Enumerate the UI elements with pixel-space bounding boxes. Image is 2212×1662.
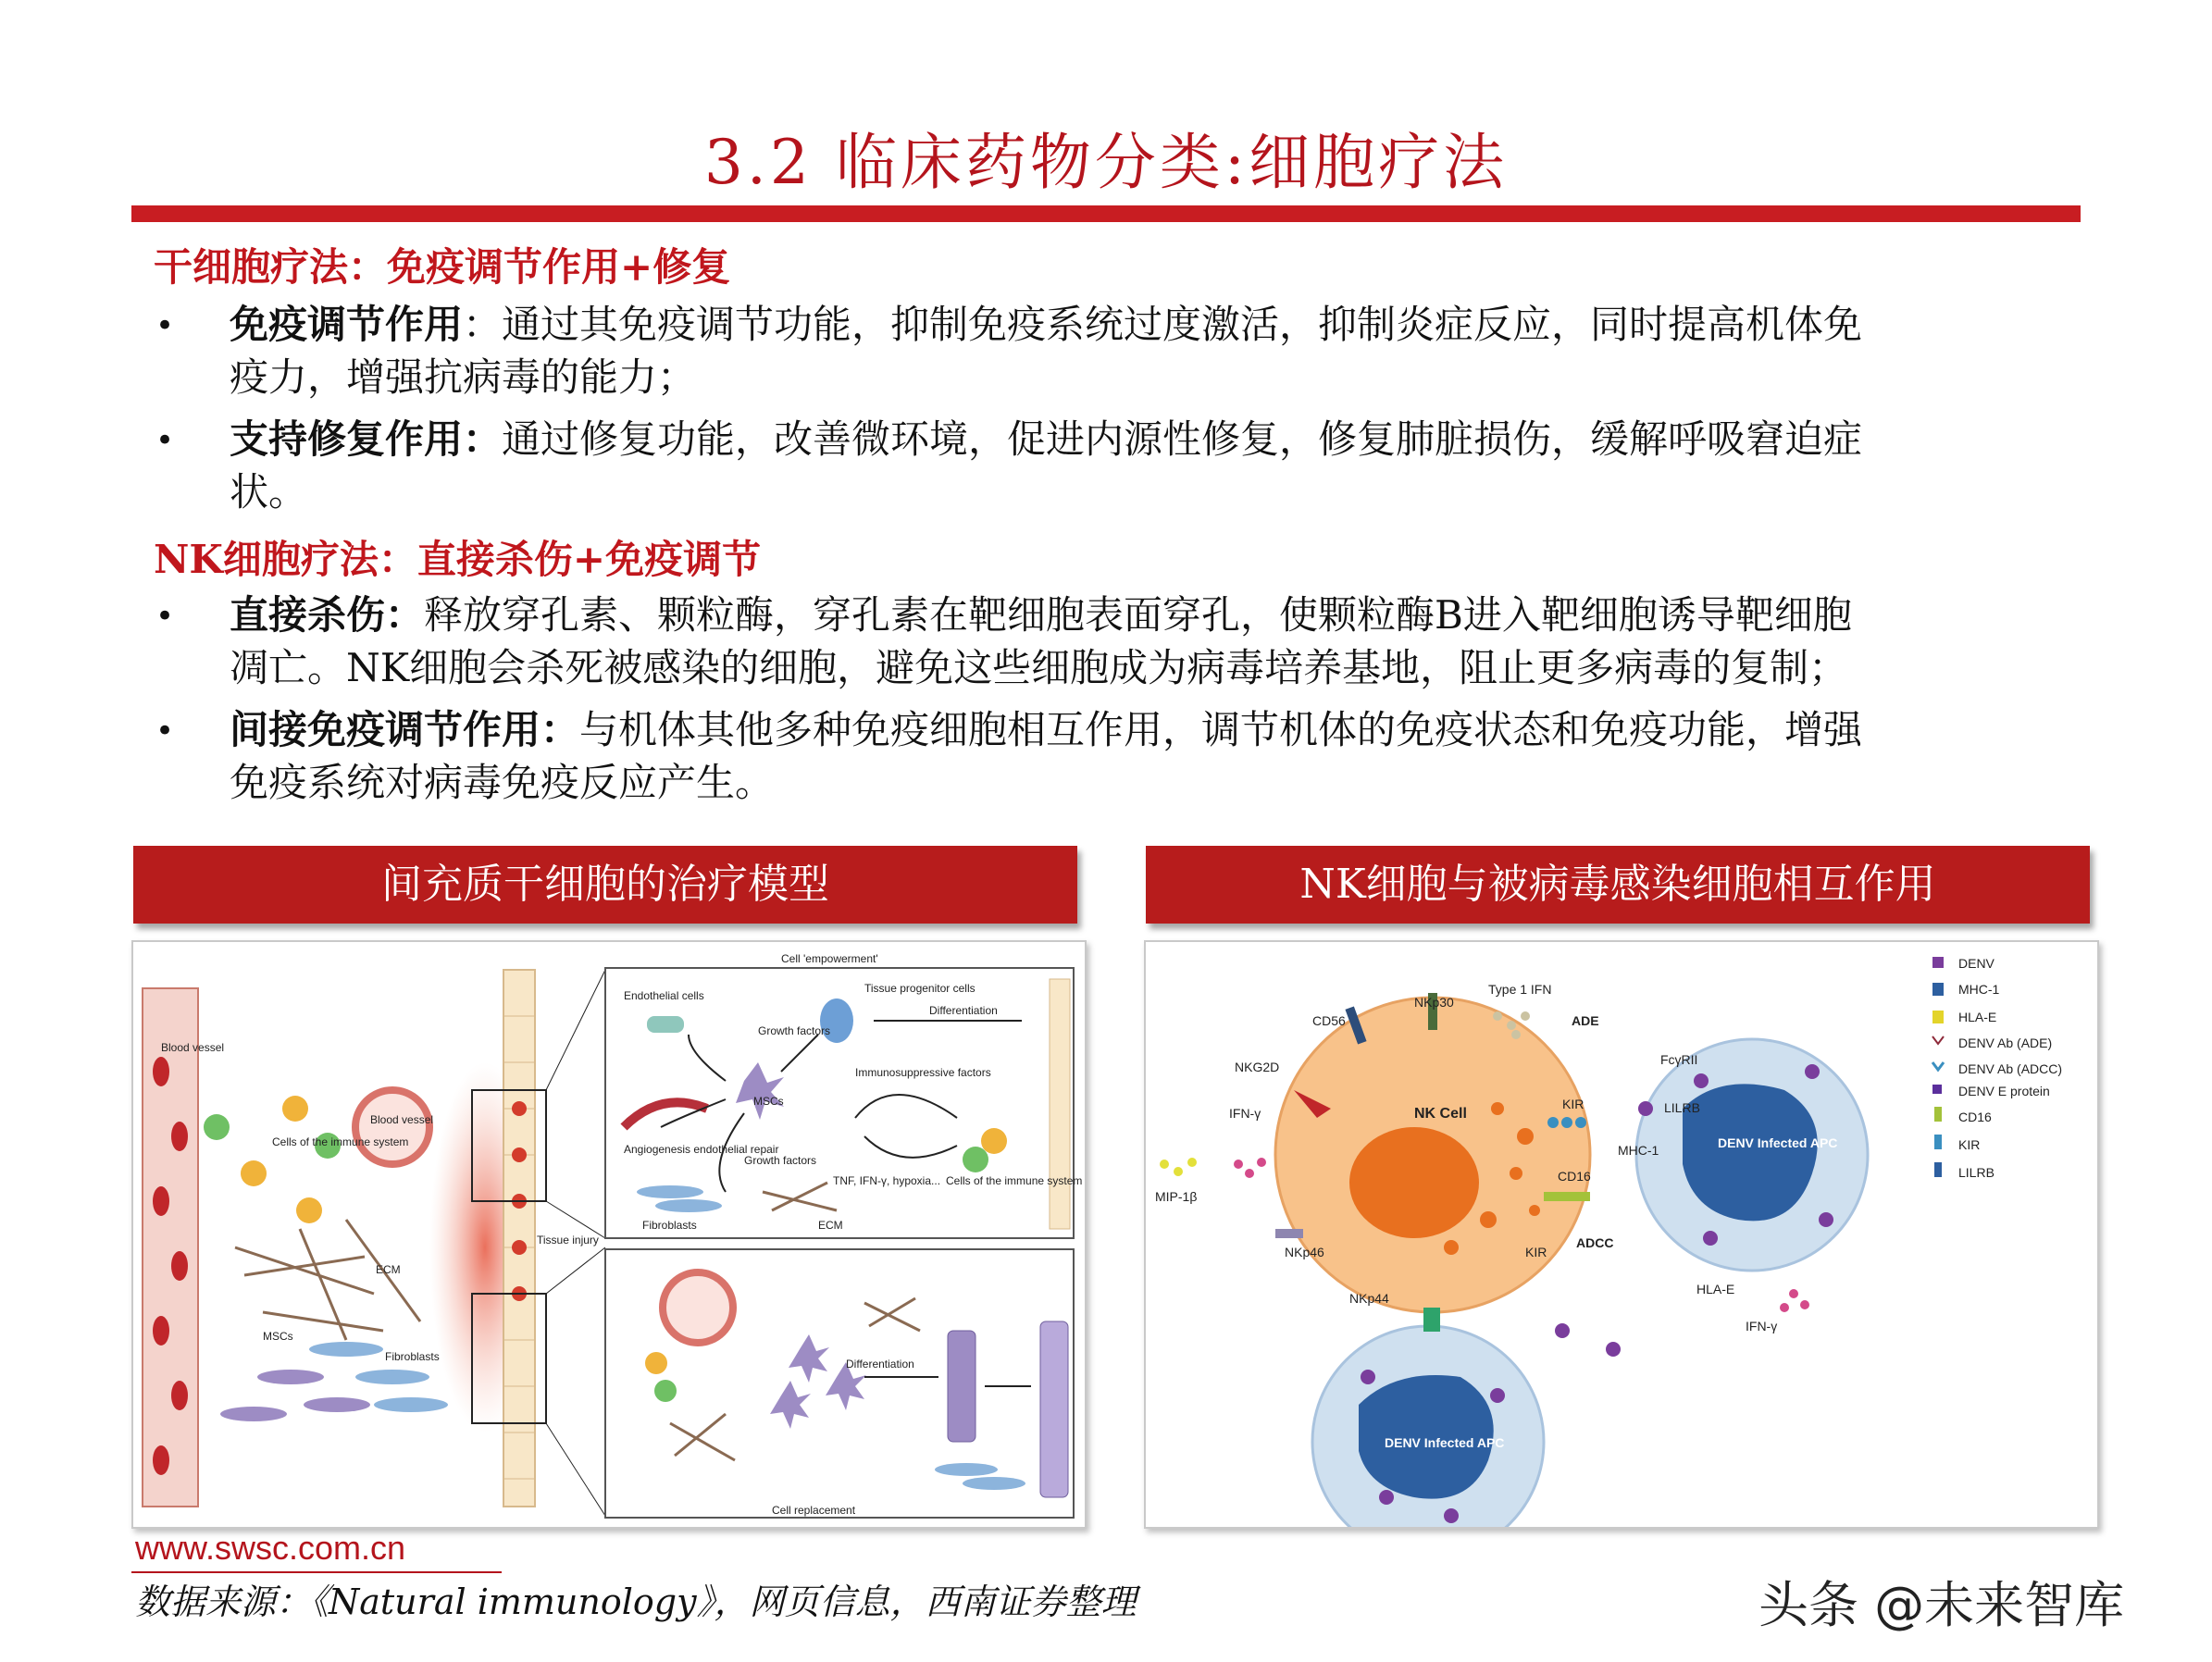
zoom-line bbox=[546, 1423, 605, 1516]
bullet-line2: 免疫系统对病毒免疫反应产生。 bbox=[230, 760, 775, 805]
zoom-line bbox=[546, 1247, 605, 1294]
label-cd56: CD56 bbox=[1312, 1013, 1346, 1028]
tissue-column bbox=[503, 970, 535, 1507]
bullet-line2: 疫力，增强抗病毒的能力； bbox=[230, 354, 697, 400]
bullet-dot: • bbox=[155, 713, 175, 750]
immune-cell bbox=[296, 1197, 322, 1223]
nkp46-receptor bbox=[1275, 1229, 1303, 1238]
legend-eprotein: DENV E protein bbox=[1958, 1084, 2050, 1098]
section-heading-stem-cell: 干细胞疗法：免疫调节作用+修复 bbox=[154, 244, 731, 290]
legend-adcc: DENV Ab (ADCC) bbox=[1958, 1061, 2063, 1076]
label-ecm-inset: ECM bbox=[818, 1219, 843, 1232]
left-panel-figure bbox=[131, 940, 1087, 1529]
bullet-direct-kill bbox=[0, 589, 2212, 700]
label-tissue-injury: Tissue injury bbox=[537, 1234, 599, 1246]
label-growth-factors-top: Growth factors bbox=[758, 1024, 831, 1037]
label-immunosuppressive: Immunosuppressive factors bbox=[855, 1066, 991, 1079]
label-angiogenesis: Angiogenesis endothelial repair bbox=[624, 1143, 779, 1156]
label-nkp44: NKp44 bbox=[1349, 1291, 1389, 1306]
label-cells-immune: Cells of the immune system bbox=[272, 1135, 409, 1148]
label-cd16: CD16 bbox=[1558, 1169, 1591, 1184]
bullet-dot: • bbox=[155, 422, 175, 459]
label-denv-apc-bottom: DENV Infected APC bbox=[1385, 1435, 1505, 1450]
legend bbox=[1932, 956, 2062, 1180]
label-lilrb: LILRB bbox=[1664, 1100, 1700, 1115]
fibroblast-inset bbox=[935, 1463, 998, 1476]
bullet-line2: 凋亡。NK细胞会杀死被感染的细胞，避免这些细胞成为病毒培养基地，阻止更多病毒的复制； bbox=[230, 645, 1848, 690]
bullet-term: 免疫调节作用 bbox=[230, 302, 464, 347]
immune-cell-inset bbox=[645, 1352, 667, 1374]
legend-cd16: CD16 bbox=[1958, 1110, 1992, 1124]
bullet-dot: • bbox=[155, 598, 175, 635]
legend-denv: DENV bbox=[1958, 956, 1995, 971]
legend-ade: DENV Ab (ADE) bbox=[1958, 1036, 2053, 1050]
fibroblast-inset bbox=[963, 1477, 1025, 1490]
label-mscs: MSCs bbox=[263, 1330, 293, 1343]
fibroblast-inset bbox=[637, 1185, 703, 1198]
label-denv-apc-right: DENV Infected APC bbox=[1718, 1135, 1838, 1150]
title-divider bbox=[131, 205, 2081, 222]
label-cell-replacement: Cell replacement bbox=[772, 1504, 856, 1517]
label-endothelial: Endothelial cells bbox=[624, 989, 704, 1002]
bullet-repair bbox=[0, 413, 2212, 524]
bullet-immunomodulation bbox=[0, 298, 2212, 409]
label-cells-immune-inset: Cells of the immune system bbox=[946, 1174, 1083, 1187]
legend-swatch-ade bbox=[1932, 1036, 1944, 1044]
label-differentiation: Differentiation bbox=[929, 1004, 998, 1017]
bullet-line1: 通过修复功能，改善微环境，促进内源性修复，修复肺脏损伤，缓解呼吸窘迫症 bbox=[502, 416, 1863, 462]
watermark: 头条 @未来智库 bbox=[1758, 1576, 2125, 1634]
nk-nucleus bbox=[1349, 1127, 1479, 1238]
cd16-receptor bbox=[1544, 1192, 1590, 1201]
label-kir-bottom: KIR bbox=[1525, 1245, 1547, 1259]
label-fibroblasts: Fibroblasts bbox=[385, 1350, 440, 1363]
fibroblast-inset bbox=[655, 1199, 722, 1212]
footer-url[interactable]: www.swsc.com.cn bbox=[135, 1529, 406, 1567]
msc-therapy-diagram bbox=[133, 942, 1085, 1527]
label-kir-top: KIR bbox=[1562, 1097, 1584, 1111]
label-nkp30: NKp30 bbox=[1414, 995, 1454, 1010]
immune-cell bbox=[282, 1096, 308, 1122]
bullet-term: 支持修复作用： bbox=[230, 416, 503, 462]
nkp44-receptor bbox=[1423, 1308, 1440, 1332]
bullet-line1: 通过其免疫调节功能，抑制免疫系统过度激活，抑制炎症反应，同时提高机体免 bbox=[502, 302, 1863, 347]
label-mscs-inset: MSCs bbox=[753, 1095, 784, 1108]
legend-lilrb: LILRB bbox=[1958, 1165, 1995, 1180]
section-heading-nk-cell: NK细胞疗法：直接杀伤+免疫调节 bbox=[154, 537, 762, 582]
legend-swatch-mhc1 bbox=[1932, 983, 1944, 996]
bullet-term: 直接杀伤： bbox=[230, 592, 425, 638]
label-ifn-right: IFN-γ bbox=[1746, 1319, 1778, 1333]
legend-swatch-lilrb bbox=[1934, 1162, 1942, 1177]
immune-cell bbox=[241, 1160, 267, 1186]
label-ifn-left: IFN-γ bbox=[1229, 1106, 1261, 1121]
label-cell-empowerment: Cell 'empowerment' bbox=[781, 952, 878, 965]
apc-right-nucleus bbox=[1683, 1084, 1818, 1221]
label-nk-cell: NK Cell bbox=[1414, 1106, 1467, 1122]
bullet-line2: 状。 bbox=[230, 469, 308, 515]
label-ecm: ECM bbox=[376, 1263, 401, 1276]
bullet-indirect-immunomodulation bbox=[0, 703, 2212, 814]
bullet-term: 间接免疫调节作用： bbox=[230, 707, 580, 752]
immune-cell-inset bbox=[654, 1380, 677, 1402]
label-tnf: TNF, IFN-γ, hypoxia... bbox=[833, 1174, 941, 1187]
label-mhc1: MHC-1 bbox=[1618, 1143, 1659, 1158]
blood-vessel-wall bbox=[143, 988, 198, 1507]
legend-swatch-denv bbox=[1932, 957, 1944, 968]
legend-swatch-kir bbox=[1934, 1135, 1942, 1149]
label-fibroblasts-inset: Fibroblasts bbox=[642, 1219, 697, 1232]
ecm-fibers bbox=[235, 1220, 420, 1340]
zoom-line bbox=[546, 970, 605, 1090]
endothelial-cells bbox=[647, 1016, 684, 1033]
label-blood-vessel-mid: Blood vessel bbox=[370, 1113, 434, 1126]
bullet-line1: 与机体其他多种免疫细胞相互作用，调节机体的免疫状态和免疫功能，增强 bbox=[579, 707, 1863, 752]
kir-receptor bbox=[1547, 1117, 1586, 1128]
immune-cell bbox=[204, 1114, 230, 1140]
legend-swatch-hlae bbox=[1932, 1011, 1944, 1023]
immune-cell-inset bbox=[981, 1128, 1007, 1154]
label-nkp46: NKp46 bbox=[1285, 1245, 1324, 1259]
label-fcgrii: FcγRII bbox=[1660, 1052, 1698, 1067]
legend-hlae: HLA-E bbox=[1958, 1010, 1997, 1024]
label-nkg2d: NKG2D bbox=[1235, 1060, 1280, 1074]
legend-kir: KIR bbox=[1958, 1137, 1981, 1152]
bullet-sep: ： bbox=[463, 302, 503, 347]
label-type1ifn: Type 1 IFN bbox=[1488, 982, 1552, 997]
vessel-inset bbox=[663, 1272, 733, 1343]
legend-swatch-eprotein bbox=[1932, 1085, 1942, 1094]
right-panel-header: NK细胞与被病毒感染细胞相互作用 bbox=[1146, 846, 2090, 924]
zoom-line bbox=[546, 1201, 605, 1238]
legend-mhc1: MHC-1 bbox=[1958, 982, 2000, 997]
label-mip: MIP-1β bbox=[1155, 1189, 1198, 1204]
label-blood-vessel-left: Blood vessel bbox=[161, 1041, 225, 1054]
data-source: 数据来源：《Natural immunology》，网页信息，西南证券整理 bbox=[135, 1581, 1137, 1622]
bullet-dot: • bbox=[155, 307, 175, 344]
label-tissue-progenitor: Tissue progenitor cells bbox=[864, 982, 976, 995]
page-title: 3.2 临床药物分类:细胞疗法 bbox=[703, 127, 1509, 198]
left-panel-header: 间充质干细胞的治疗模型 bbox=[133, 846, 1077, 924]
inset-tissue-strip bbox=[1050, 979, 1070, 1229]
label-ade: ADE bbox=[1572, 1013, 1599, 1028]
mip-dots bbox=[1160, 1158, 1197, 1176]
label-adcc: ADCC bbox=[1576, 1235, 1614, 1250]
label-differentiation-bottom: Differentiation bbox=[846, 1358, 914, 1371]
bullet-line1: 释放穿孔素、颗粒酶，穿孔素在靶细胞表面穿孔，使颗粒酶B进入靶细胞诱导靶细胞 bbox=[424, 592, 1852, 638]
msc-cells bbox=[220, 1370, 370, 1421]
legend-swatch-adcc bbox=[1932, 1062, 1944, 1070]
right-panel-figure bbox=[1144, 940, 2099, 1529]
blood-vessel-cross-section bbox=[355, 1090, 429, 1164]
label-hlae: HLA-E bbox=[1696, 1282, 1735, 1296]
legend-swatch-cd16 bbox=[1934, 1107, 1942, 1122]
nk-interaction-diagram bbox=[1146, 942, 2097, 1527]
immune-cell-inset bbox=[963, 1147, 988, 1172]
label-growth-factors-bottom: Growth factors bbox=[744, 1154, 817, 1167]
